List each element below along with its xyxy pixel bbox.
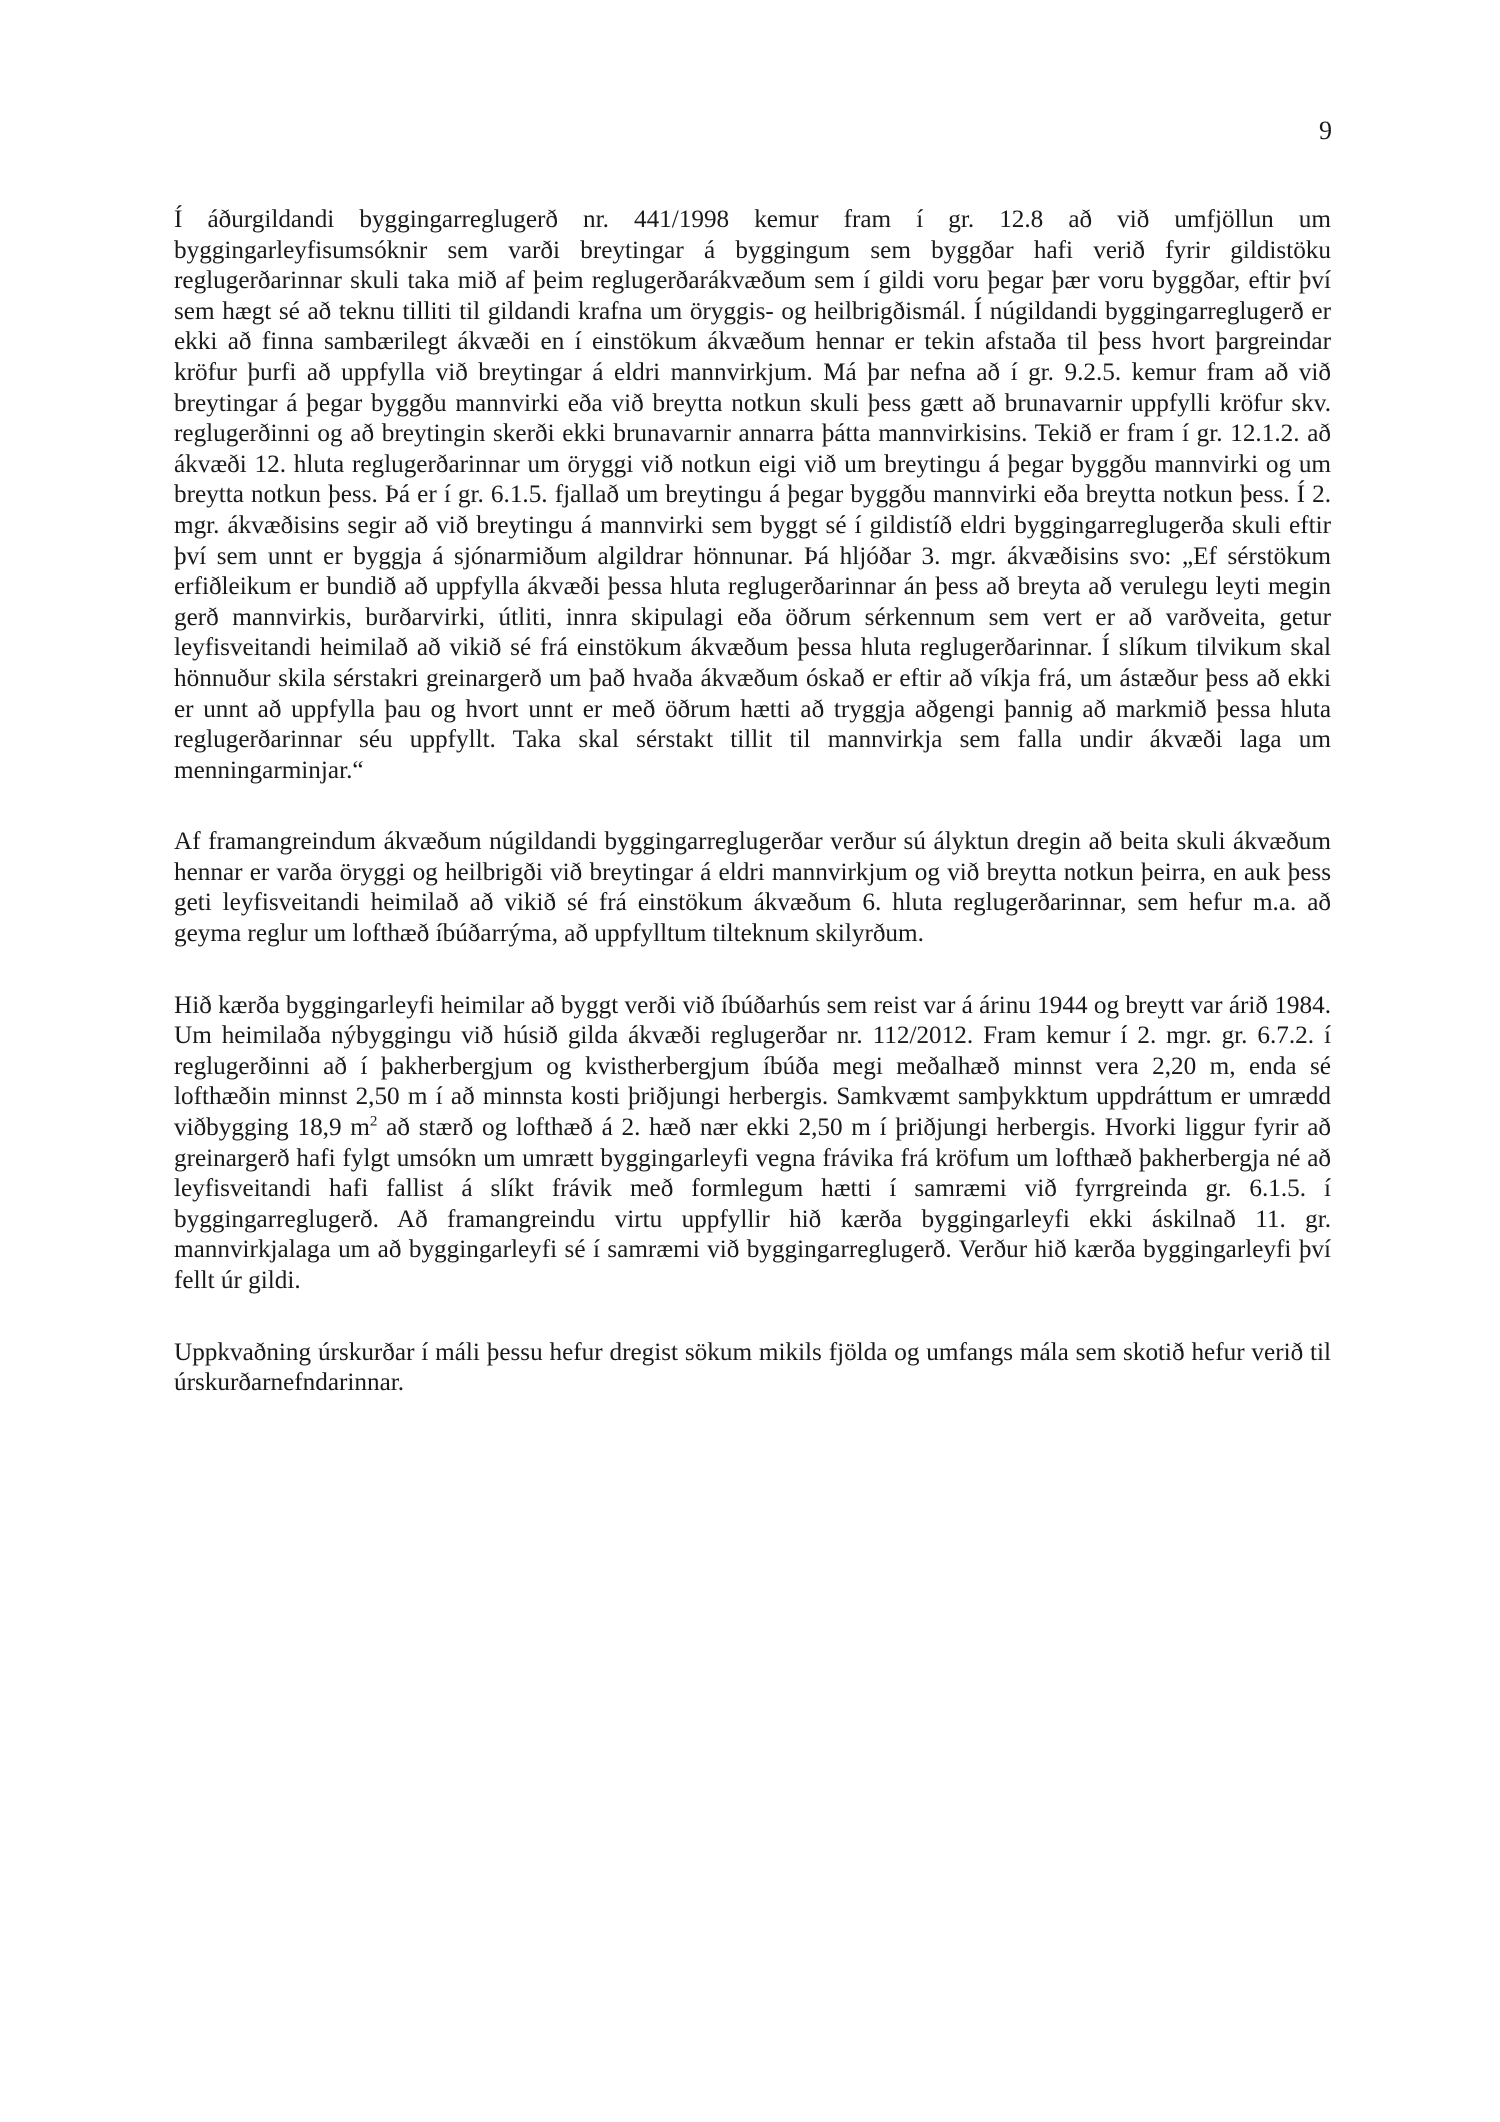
- document-body: [174, 205, 1331, 1399]
- permit-text-part-2: að stærð og lofthæð á 2. hæð nær ekki 2,50 m í þriðjungi herbergis. Hvorki liggur fyrir að greinargerð hafi fylgt umsókn um umrætt byggingarleyfi vegna frávika frá kröfum um lofthæð þakherbergja né að leyfisveitandi hafi fallist á slíkt frávik með formlegum hætti í samræmi við fyrrgreinda gr. 6.1.5. í byggingarreglugerð. Að framangreindu virtu uppfyllir hið kærða byggingarleyfi ekki áskilnað 11. gr. mannvirkjalaga um að byggingarleyfi sé í samræmi við byggingarreglugerð. Verður hið kærða byggingarleyfi því fellt úr gildi.: [174, 1114, 1331, 1294]
- paragraph-conclusion-regulation: Af framangreindum ákvæðum núgildandi byggingarreglugerðar verður sú ályktun dregin að beita skuli ákvæðum hennar er varða öryggi og heilbrigði við breytingar á eldri mannvirkjum og við breytta notkun þeirra, en auk þess geti leyfisveitandi heimilað að vikið sé frá einstökum ákvæðum 6. hluta reglugerðarinnar, sem hefur m.a. að geyma reglur um lofthæð íbúðarrýma, að uppfylltum tilteknum skilyrðum.: [174, 828, 1331, 948]
- page-number: 9: [1319, 116, 1332, 145]
- paragraph-delay-note: Uppkvaðning úrskurðar í máli þessu hefur dregist sökum mikils fjölda og umfangs mála sem skotið hefur verið til úrskurðarnefndarinnar.: [174, 1338, 1331, 1397]
- area-unit-superscript: 2: [369, 1113, 378, 1130]
- paragraph-regulation-history: Í áðurgildandi byggingarreglugerð nr. 441/1998 kemur fram í gr. 12.8 að við umfjöllun um byggingarleyfisumsóknir sem varði breytingar á byggingum sem byggðar hafi verið fyrir gildistöku reglugerðarinnar skuli taka mið af þeim reglugerðarákvæðum sem í gildi voru þegar þær voru byggðar, eftir því sem hægt sé að teknu tilliti til gildandi krafna um öryggis- og heilbrigðismál. Í núgildandi byggingarreglugerð er ekki að finna sambærilegt ákvæði en í einstökum ákvæðum hennar er tekin afstaða til þess hvort þargreindar kröfur þurfi að uppfylla við breytingar á eldri mannvirkjum. Má þar nefna að í gr. 9.2.5. kemur fram að við breytingar á þegar byggðu mannvirki eða við breytta notkun skuli þess gætt að brunavarnir uppfylli kröfur skv. reglugerðinni og að breytingin skerði ekki brunavarnir annarra þátta mannvirkisins. Tekið er fram í gr. 12.1.2. að ákvæði 12. hluta reglugerðarinnar um öryggi við notkun eigi við um breytingu á þegar byggðu mannvirki og um breytta notkun þess. Þá er í gr. 6.1.5. fjallað um breytingu á þegar byggðu mannvirki eða breytta notkun þess. Í 2. mgr. ákvæðisins segir að við breytingu á mannvirki sem byggt sé í gildistíð eldri byggingarreglugerða skuli eftir því sem unnt er byggja á sjónarmiðum algildrar hönnunar. Þá hljóðar 3. mgr. ákvæðisins svo: „Ef sérstökum erfiðleikum er bundið að uppfylla ákvæði þessa hluta reglugerðarinnar án þess að breyta að verulegu leyti megin gerð mannvirkis, burðarvirki, útliti, innra skipulagi eða öðrum sérkennum sem vert er að varðveita, getur leyfisveitandi heimilað að vikið sé frá einstökum ákvæðum þessa hluta reglugerðarinnar. Í slíkum tilvikum skal hönnuður skila sérstakri greinargerð um það hvaða ákvæðum óskað er eftir að víkja frá, um ástæður þess að ekki er unnt að uppfylla þau og hvort unnt er með öðrum hætti að tryggja aðgengi þannig að markmið þessa hluta reglugerðarinnar séu uppfyllt. Taka skal sérstakt tillit til mannvirkja sem falla undir ákvæði laga um menningarminjar.“: [174, 206, 1331, 784]
- paragraph-permit-assessment: [174, 991, 1331, 1297]
- permit-text-part-1: Hið kærða byggingarleyfi heimilar að byggt verði við íbúðarhús sem reist var á árinu 1944 og breytt var árið 1984. Um heimilaða nýbyggingu við húsið gilda ákvæði reglugerðar nr. 112/2012. Fram kemur í 2. mgr. gr. 6.7.2. í reglugerðinni að í þakherbergjum og kvistherbergjum íbúða megi meðalhæð minnst vera 2,20 m, enda sé lofthæðin minnst 2,50 m í að minnsta kosti þriðjungi herbergis. Samkvæmt samþykktum uppdráttum er umrædd viðbygging 18,9 m: [174, 991, 1331, 1142]
